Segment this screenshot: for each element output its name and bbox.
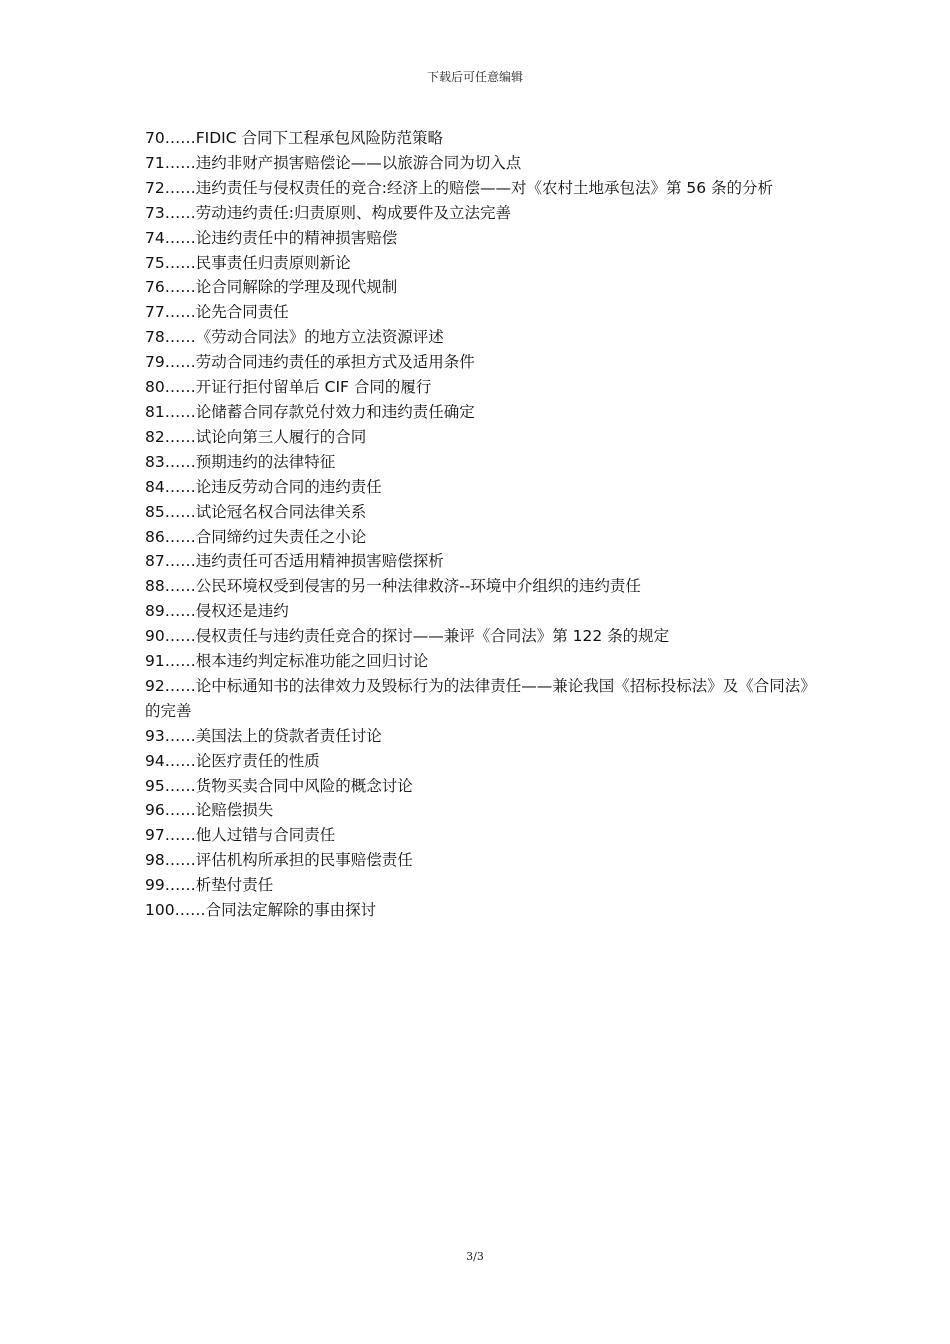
list-item: 97……他人过错与合同责任	[145, 826, 336, 845]
list-item: 71……违约非财产损害赔偿论——以旅游合同为切入点	[145, 153, 522, 172]
list-item: 84……论违反劳动合同的违约责任	[145, 477, 382, 496]
list-item: 90……侵权责任与违约责任竞合的探讨——兼评《合同法》第 122 条的规定	[145, 627, 670, 646]
list-item: 87……违约责任可否适用精神损害赔偿探析	[145, 552, 444, 571]
list-item: 80……开证行拒付留单后 CIF 合同的履行	[145, 378, 432, 397]
list-item: 74……论违约责任中的精神损害赔偿	[145, 228, 398, 247]
list-item: 76……论合同解除的学理及现代规制	[145, 278, 398, 297]
list-item: 95……货物买卖合同中风险的概念讨论	[145, 776, 413, 795]
list-item: 99……析垫付责任	[145, 876, 274, 895]
page-number: 3/3	[466, 1250, 484, 1263]
list-item: 81……论储蓄合同存款兑付效力和违约责任确定	[145, 402, 475, 421]
list-item: 86……合同缔约过失责任之小论	[145, 527, 367, 546]
list-item: 94……论医疗责任的性质	[145, 751, 320, 770]
list-item: 96……论赔偿损失	[145, 801, 274, 820]
list-item: 79……劳动合同违约责任的承担方式及适用条件	[145, 353, 475, 372]
list-item: 85……试论冠名权合同法律关系	[145, 502, 367, 521]
list-item: 89……侵权还是违约	[145, 602, 289, 621]
list-item: 88……公民环境权受到侵害的另一种法律救济--环境中介组织的违约责任	[145, 577, 641, 596]
list-item: 82……试论向第三人履行的合同	[145, 427, 367, 446]
list-item: 70……FIDIC 合同下工程承包风险防范策略	[145, 129, 443, 147]
list-item: 92……论中标通知书的法律效力及毁标行为的法律责任——兼论我国《招标投标法》及《合同法》的完善	[145, 676, 808, 720]
list-item: 77……论先合同责任	[145, 303, 289, 322]
list-item: 83……预期违约的法律特征	[145, 452, 336, 471]
list-item: 93……美国法上的贷款者责任讨论	[145, 726, 382, 745]
page-header: 下载后可任意编辑	[426, 70, 523, 84]
list-item: 72……违约责任与侵权责任的竞合:经济上的赔偿——对《农村土地承包法》第 56 条的分析	[145, 178, 774, 197]
list-item: 91……根本违约判定标准功能之回归讨论	[145, 652, 429, 671]
list-item: 100……合同法定解除的事由探讨	[145, 901, 377, 920]
list-item: 98……评估机构所承担的民事赔偿责任	[145, 851, 413, 870]
list-item: 75……民事责任归责原则新论	[145, 253, 351, 272]
list-item: 73……劳动违约责任:归责原则、构成要件及立法完善	[145, 203, 511, 222]
entry-list	[145, 126, 810, 923]
list-item: 78……《劳动合同法》的地方立法资源评述	[145, 328, 444, 347]
